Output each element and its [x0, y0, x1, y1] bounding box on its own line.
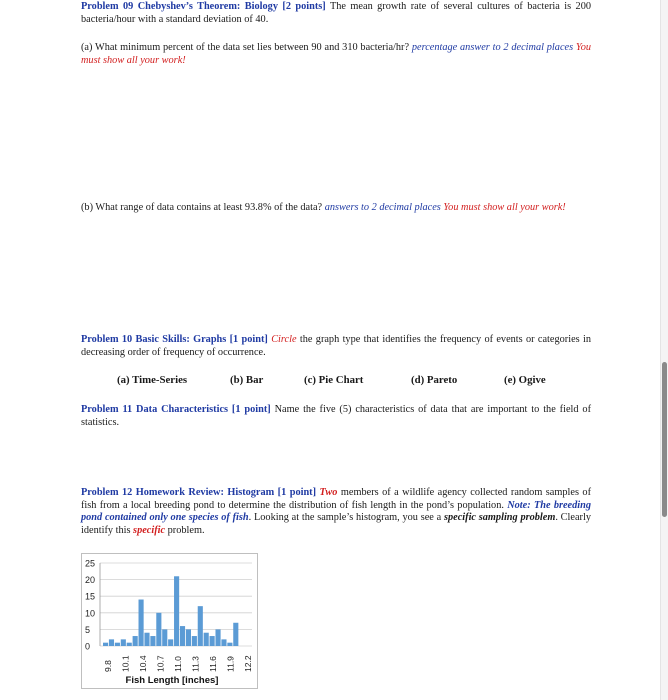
problem-11-text: Name the five (5) characteristics of data that are important to the field of statistics. — [81, 404, 592, 428]
circle-word: Circle — [267, 334, 297, 345]
bar-10.6 — [150, 636, 155, 646]
x-tick-label: 12.2 — [243, 655, 253, 672]
problem-09-part-b — [81, 202, 591, 215]
bar-11.5 — [204, 633, 209, 646]
problem-09-part-a — [81, 42, 591, 67]
x-tick-label: 11.9 — [225, 656, 236, 672]
problem-09-intro — [81, 1, 591, 26]
problem-11 — [81, 404, 591, 429]
scrollbar-thumb[interactable] — [662, 362, 667, 517]
choice-bar[interactable]: (b) Bar — [230, 374, 264, 386]
bar-10.0 — [115, 643, 120, 646]
x-axis-label: Fish Length [inches] — [125, 675, 219, 686]
problem-12-text-3: . Clearly identify this — [81, 512, 591, 536]
x-tick-label: 10.1 — [120, 655, 131, 672]
problem-11-heading: Problem 11 Data Characteristics [1 point] — [81, 404, 271, 415]
bar-11.7 — [215, 629, 220, 646]
problem-12-text-1: members of a wildlife agency collected random samples of fish from a local breeding pond to determine the distribution of fish length in the pond’s population. — [81, 487, 592, 511]
bar-11.0 — [174, 576, 179, 646]
choice-ogive[interactable]: (e) Ogive — [504, 374, 546, 386]
bar-12.0 — [233, 623, 238, 646]
x-tick-label: 9.8 — [103, 660, 113, 672]
x-tick-label: 10.4 — [138, 655, 148, 672]
problem-12-text-4: problem. — [165, 524, 205, 536]
y-tick-label: 25 — [85, 558, 96, 569]
bar-11.2 — [186, 629, 191, 646]
problem-12 — [81, 487, 591, 537]
specific-word: specific — [130, 524, 166, 536]
x-tick-label: 11.3 — [190, 656, 201, 672]
part-b-show-work: You must show all your work! — [440, 202, 566, 213]
bar-10.2 — [127, 643, 132, 646]
bar-10.3 — [133, 636, 138, 646]
choice-time-series[interactable]: (a) Time-Series — [117, 374, 188, 386]
bar-10.1 — [121, 639, 126, 646]
x-tick-label: 11.6 — [208, 656, 218, 672]
bar-11.1 — [180, 626, 185, 646]
bar-10.5 — [144, 633, 149, 646]
part-b-question: (b) What range of data contains at least 93.8% of the data? — [81, 202, 323, 213]
problem-12-heading: Problem 12 Homework Review: Histogram [1 point] — [81, 487, 317, 498]
bar-11.8 — [221, 639, 226, 646]
part-a-show-work: You must show all your work! — [81, 42, 591, 66]
y-tick-label: 0 — [85, 641, 91, 652]
choice-pareto[interactable]: (d) Pareto — [411, 374, 458, 386]
problem-10-choices — [117, 374, 567, 388]
fish-length-histogram — [81, 553, 258, 689]
bar-10.8 — [162, 629, 167, 646]
problem-12-text-2: . Looking at the sample’s histogram, you see a — [248, 512, 442, 524]
part-a-question: (a) What minimum percent of the data set lies between 90 and 310 bacteria/hr? — [81, 42, 410, 53]
bar-11.9 — [227, 643, 232, 646]
part-a-instruction: percentage answer to 2 decimal places — [409, 42, 574, 53]
choice-pie-chart[interactable]: (c) Pie Chart — [304, 374, 364, 386]
bar-10.4 — [139, 600, 144, 646]
bar-10.9 — [168, 639, 173, 646]
specific-sampling-problem: specific sampling problem — [441, 512, 556, 524]
scrollbar-track[interactable] — [660, 0, 668, 700]
y-tick-label: 5 — [85, 624, 91, 635]
problem-09-intro-text: The mean growth rate of several cultures of bacteria is 200 bacteria/hour with a standard deviation of 40. — [81, 1, 591, 25]
problem-10 — [81, 334, 591, 359]
problem-10-heading: Problem 10 Basic Skills: Graphs [1 point] — [81, 334, 268, 345]
problem-12-note: Note: The breeding pond contained only one species of fish — [81, 499, 591, 524]
y-tick-label: 20 — [85, 575, 96, 586]
bar-9.9 — [109, 639, 114, 646]
bar-11.6 — [210, 636, 215, 646]
two-word: Two — [316, 487, 338, 498]
y-tick-label: 10 — [85, 608, 96, 619]
x-tick-label: 10.7 — [155, 655, 166, 672]
problem-10-text: the graph type that identifies the frequency of events or categories in decreasing order of frequency of occurrence. — [81, 334, 591, 358]
problem-09-heading: Problem 09 Chebyshev’s Theorem: Biology [2 points] — [81, 1, 326, 12]
histogram-svg — [82, 554, 257, 688]
bar-10.7 — [156, 613, 161, 646]
part-b-instruction: answers to 2 decimal places — [322, 202, 441, 213]
bar-9.8 — [103, 643, 108, 646]
bar-11.3 — [192, 636, 197, 646]
bar-11.4 — [198, 606, 203, 646]
x-tick-label: 11.0 — [173, 656, 183, 672]
y-tick-label: 15 — [85, 591, 96, 602]
